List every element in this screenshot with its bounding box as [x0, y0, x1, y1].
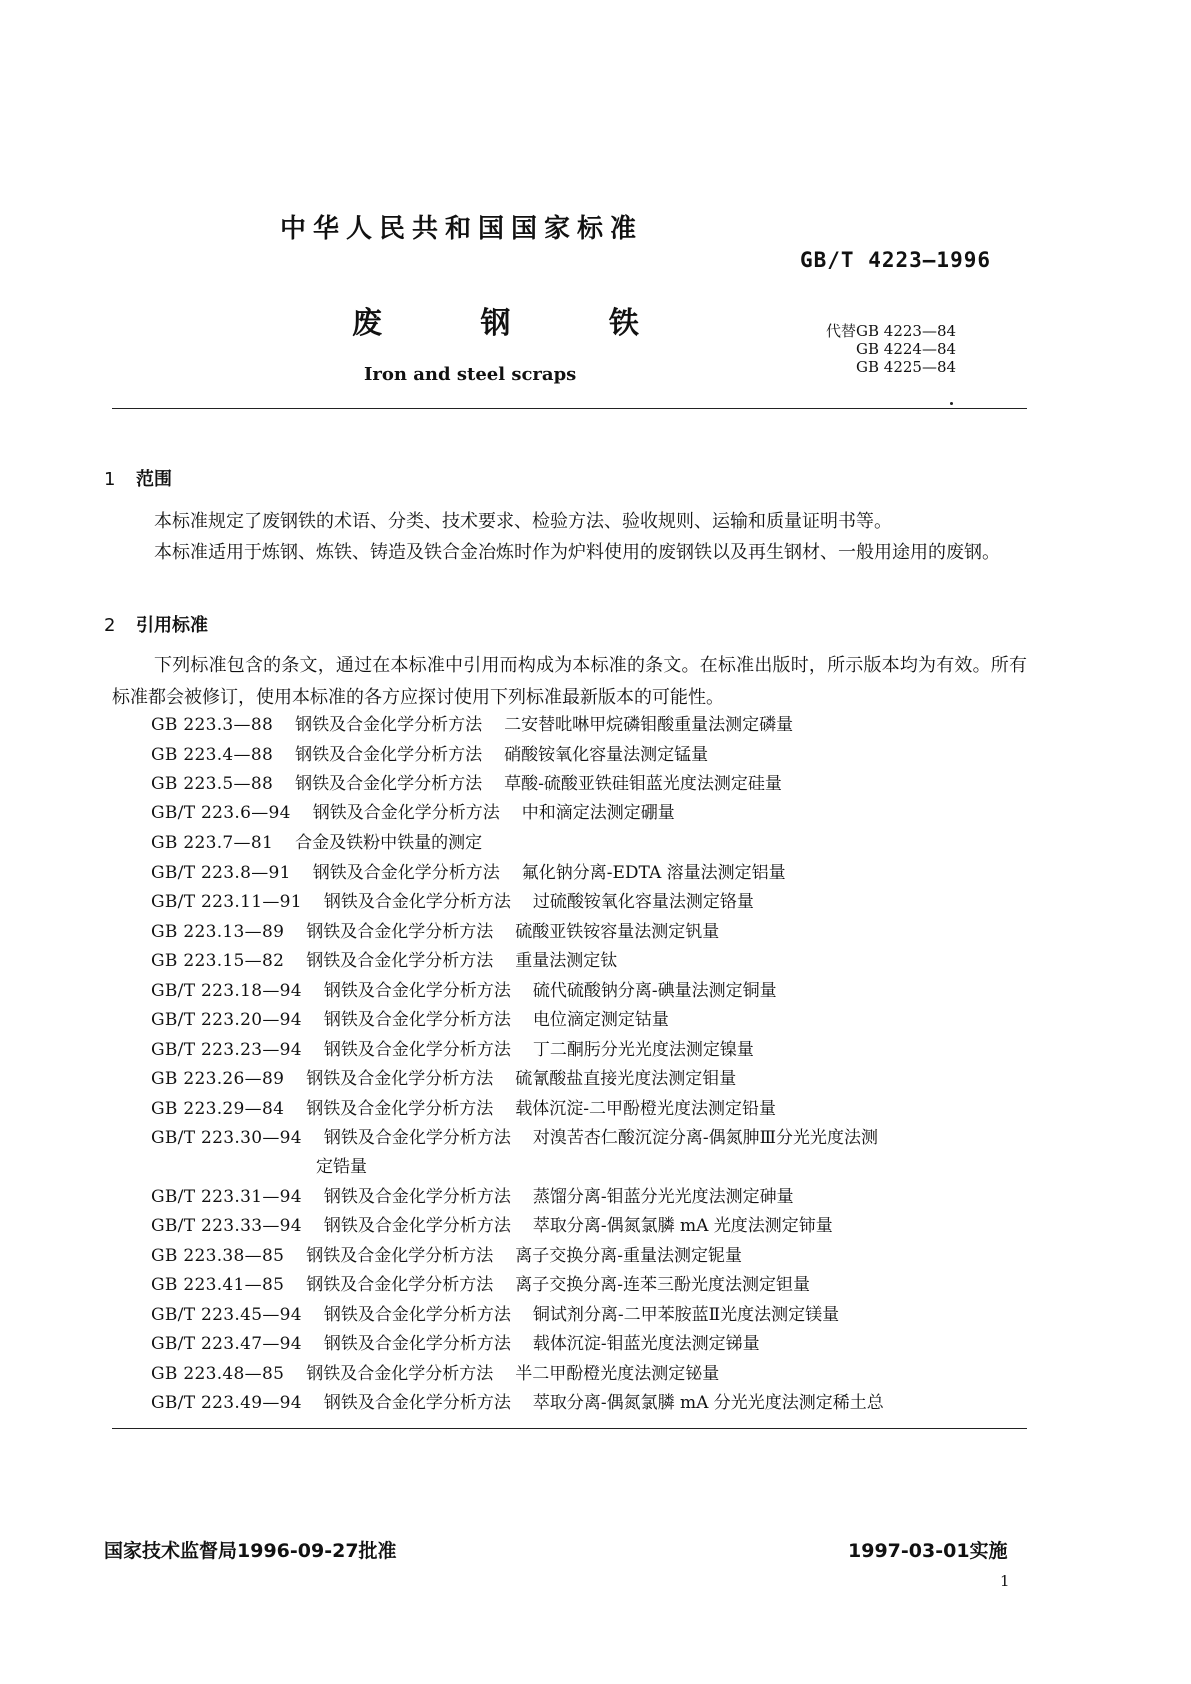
replaced-standard: GB 4224—84 [856, 340, 957, 358]
reference-specific: 对溴苦杏仁酸沉淀分离-偶氮胂Ⅲ分光光度法测 [532, 1128, 878, 1148]
section-number: 2 [104, 615, 116, 636]
reference-code: GB 223.29—84 [151, 1099, 285, 1119]
reference-general: 钢铁及合金化学分析方法 [323, 892, 511, 912]
reference-code: GB 223.4—88 [151, 745, 274, 765]
section-1-heading [104, 465, 172, 491]
footer-divider [112, 1428, 1027, 1429]
reference-specific: 载体沉淀-钼蓝光度法测定锑量 [532, 1334, 760, 1354]
reference-general: 钢铁及合金化学分析方法 [295, 715, 483, 735]
reference-item [151, 1035, 754, 1065]
reference-code: GB/T 223.33—94 [151, 1216, 302, 1236]
reference-general: 钢铁及合金化学分析方法 [323, 1187, 511, 1207]
reference-item [151, 1359, 719, 1389]
section-title: 引用标准 [136, 615, 208, 636]
reference-specific: 丁二酮肟分光光度法测定镍量 [532, 1040, 754, 1060]
approval-line: 国家技术监督局1996-09-27批准 [104, 1540, 397, 1562]
reference-specific: 氟化钠分离-EDTA 溶量法测定铝量 [521, 863, 786, 883]
reference-item [151, 1005, 669, 1035]
reference-general: 钢铁及合金化学分析方法 [323, 1334, 511, 1354]
section-number: 1 [104, 469, 116, 490]
reference-specific: 硫酸亚铁铵容量法测定钒量 [515, 922, 720, 942]
reference-code: GB 223.41—85 [151, 1275, 285, 1295]
reference-specific: 重量法测定钛 [515, 951, 618, 971]
reference-code: GB/T 223.49—94 [151, 1393, 302, 1413]
reference-specific: 萃取分离-偶氮氯膦 mA 光度法测定铈量 [532, 1216, 833, 1236]
reference-code: GB 223.3—88 [151, 715, 274, 735]
reference-specific: 二安替吡啉甲烷磷钼酸重量法测定磷量 [504, 715, 794, 735]
reference-general: 钢铁及合金化学分析方法 [295, 745, 483, 765]
replaces-block [826, 322, 956, 376]
section-title: 范围 [136, 469, 172, 490]
reference-specific: 铜试剂分离-二甲苯胺蓝Ⅱ光度法测定镁量 [532, 1305, 840, 1325]
reference-item [151, 710, 793, 740]
reference-general: 钢铁及合金化学分析方法 [306, 1069, 494, 1089]
scope-paragraph: 本标准适用于炼钢、炼铁、铸造及铁合金冶炼时作为炉料使用的废钢铁以及再生钢材、一般用途用的废钢。 [154, 542, 1000, 563]
page-number: 1 [1000, 1572, 1010, 1590]
reference-item [151, 1123, 878, 1153]
implementation-date: 1997-03-01实施 [848, 1540, 1008, 1562]
reference-code: GB/T 223.23—94 [151, 1040, 302, 1060]
reference-general: 钢铁及合金化学分析方法 [295, 774, 483, 794]
reference-general: 钢铁及合金化学分析方法 [306, 1246, 494, 1266]
reference-specific: 离子交换分离-连苯三酚光度法测定钽量 [515, 1275, 810, 1295]
reference-item [151, 769, 782, 799]
reference-code: GB/T 223.18—94 [151, 981, 302, 1001]
reference-item [151, 1094, 776, 1124]
reference-specific: 过硫酸铵氧化容量法测定铬量 [532, 892, 754, 912]
reference-specific: 硫氰酸盐直接光度法测定钼量 [515, 1069, 737, 1089]
reference-specific: 萃取分离-偶氮氯膦 mA 分光光度法测定稀土总 [532, 1393, 884, 1413]
reference-item [151, 828, 504, 858]
reference-item [151, 887, 754, 917]
reference-item [151, 976, 777, 1006]
replaced-standard: GB 4223—84 [856, 322, 957, 340]
references-intro: 下列标准包含的条文，通过在本标准中引用而构成为本标准的条文。在标准出版时，所示版本均为有效。所有标准都会被修订，使用本标准的各方应探讨使用下列标准最新版本的可能性。 [112, 655, 1027, 708]
reference-specific: 半二甲酚橙光度法测定铋量 [515, 1364, 720, 1384]
reference-general: 钢铁及合金化学分析方法 [323, 1040, 511, 1060]
reference-item [151, 1182, 794, 1212]
reference-code: GB 223.26—89 [151, 1069, 285, 1089]
reference-general: 钢铁及合金化学分析方法 [306, 951, 494, 971]
reference-code: GB/T 223.20—94 [151, 1010, 302, 1030]
replaces-label: 代替 [826, 322, 857, 340]
reference-specific: 电位滴定测定钴量 [532, 1010, 669, 1030]
reference-specific: 硝酸铵氧化容量法测定锰量 [504, 745, 709, 765]
reference-code: GB 223.38—85 [151, 1246, 285, 1266]
reference-item [151, 1064, 736, 1094]
reference-general: 钢铁及合金化学分析方法 [323, 1393, 511, 1413]
scope-paragraph: 本标准规定了废钢铁的术语、分类、技术要求、检验方法、验收规则、运输和质量证明书等。 [154, 511, 892, 532]
reference-code: GB/T 223.30—94 [151, 1128, 302, 1148]
standard-code: GB/T 4223—1996 [800, 248, 992, 272]
reference-code: GB/T 223.31—94 [151, 1187, 302, 1207]
reference-general: 钢铁及合金化学分析方法 [323, 1216, 511, 1236]
reference-specific: 载体沉淀-二甲酚橙光度法测定铅量 [515, 1099, 776, 1119]
reference-code: GB/T 223.8—91 [151, 863, 291, 883]
reference-item [151, 1329, 760, 1359]
reference-item [151, 740, 708, 770]
reference-code: GB/T 223.47—94 [151, 1334, 302, 1354]
reference-specific: 草酸-硫酸亚铁硅钼蓝光度法测定硅量 [504, 774, 782, 794]
reference-continuation: 定锆量 [316, 1157, 367, 1177]
reference-specific: 蒸馏分离-钼蓝分光光度法测定砷量 [532, 1187, 794, 1207]
reference-code: GB 223.48—85 [151, 1364, 285, 1384]
reference-item [151, 798, 675, 828]
divider-dot [950, 402, 953, 405]
reference-code: GB/T 223.6—94 [151, 803, 291, 823]
reference-item [151, 1211, 833, 1241]
reference-item [151, 917, 719, 947]
reference-specific: 离子交换分离-重量法测定铌量 [515, 1246, 742, 1266]
replaced-standard: GB 4225—84 [856, 358, 957, 376]
reference-general: 钢铁及合金化学分析方法 [323, 981, 511, 1001]
reference-item [151, 1300, 839, 1330]
reference-general: 合金及铁粉中铁量的测定 [295, 833, 483, 853]
reference-general: 钢铁及合金化学分析方法 [306, 922, 494, 942]
reference-code: GB/T 223.11—91 [151, 892, 302, 912]
reference-general: 钢铁及合金化学分析方法 [306, 1364, 494, 1384]
reference-general: 钢铁及合金化学分析方法 [306, 1275, 494, 1295]
header-divider [112, 408, 1027, 409]
reference-item [151, 1241, 742, 1271]
document-title: 废 钢 铁 [352, 306, 683, 341]
english-title: Iron and steel scraps [364, 364, 577, 385]
issuing-body-title: 中华人民共和国国家标准 [280, 214, 644, 244]
reference-code: GB 223.15—82 [151, 951, 285, 971]
reference-item [151, 1270, 810, 1300]
reference-specific: 中和滴定法测定硼量 [521, 803, 675, 823]
reference-general: 钢铁及合金化学分析方法 [306, 1099, 494, 1119]
reference-general: 钢铁及合金化学分析方法 [312, 803, 500, 823]
reference-code: GB 223.5—88 [151, 774, 274, 794]
section-2-heading [104, 611, 208, 637]
reference-code: GB 223.13—89 [151, 922, 285, 942]
reference-general: 钢铁及合金化学分析方法 [323, 1010, 511, 1030]
reference-code: GB 223.7—81 [151, 833, 274, 853]
reference-item [151, 1388, 884, 1418]
reference-general: 钢铁及合金化学分析方法 [323, 1305, 511, 1325]
reference-specific: 硫代硫酸钠分离-碘量法测定铜量 [532, 981, 777, 1001]
reference-item [151, 946, 617, 976]
reference-general: 钢铁及合金化学分析方法 [323, 1128, 511, 1148]
reference-code: GB/T 223.45—94 [151, 1305, 302, 1325]
reference-item [151, 858, 786, 888]
reference-general: 钢铁及合金化学分析方法 [312, 863, 500, 883]
